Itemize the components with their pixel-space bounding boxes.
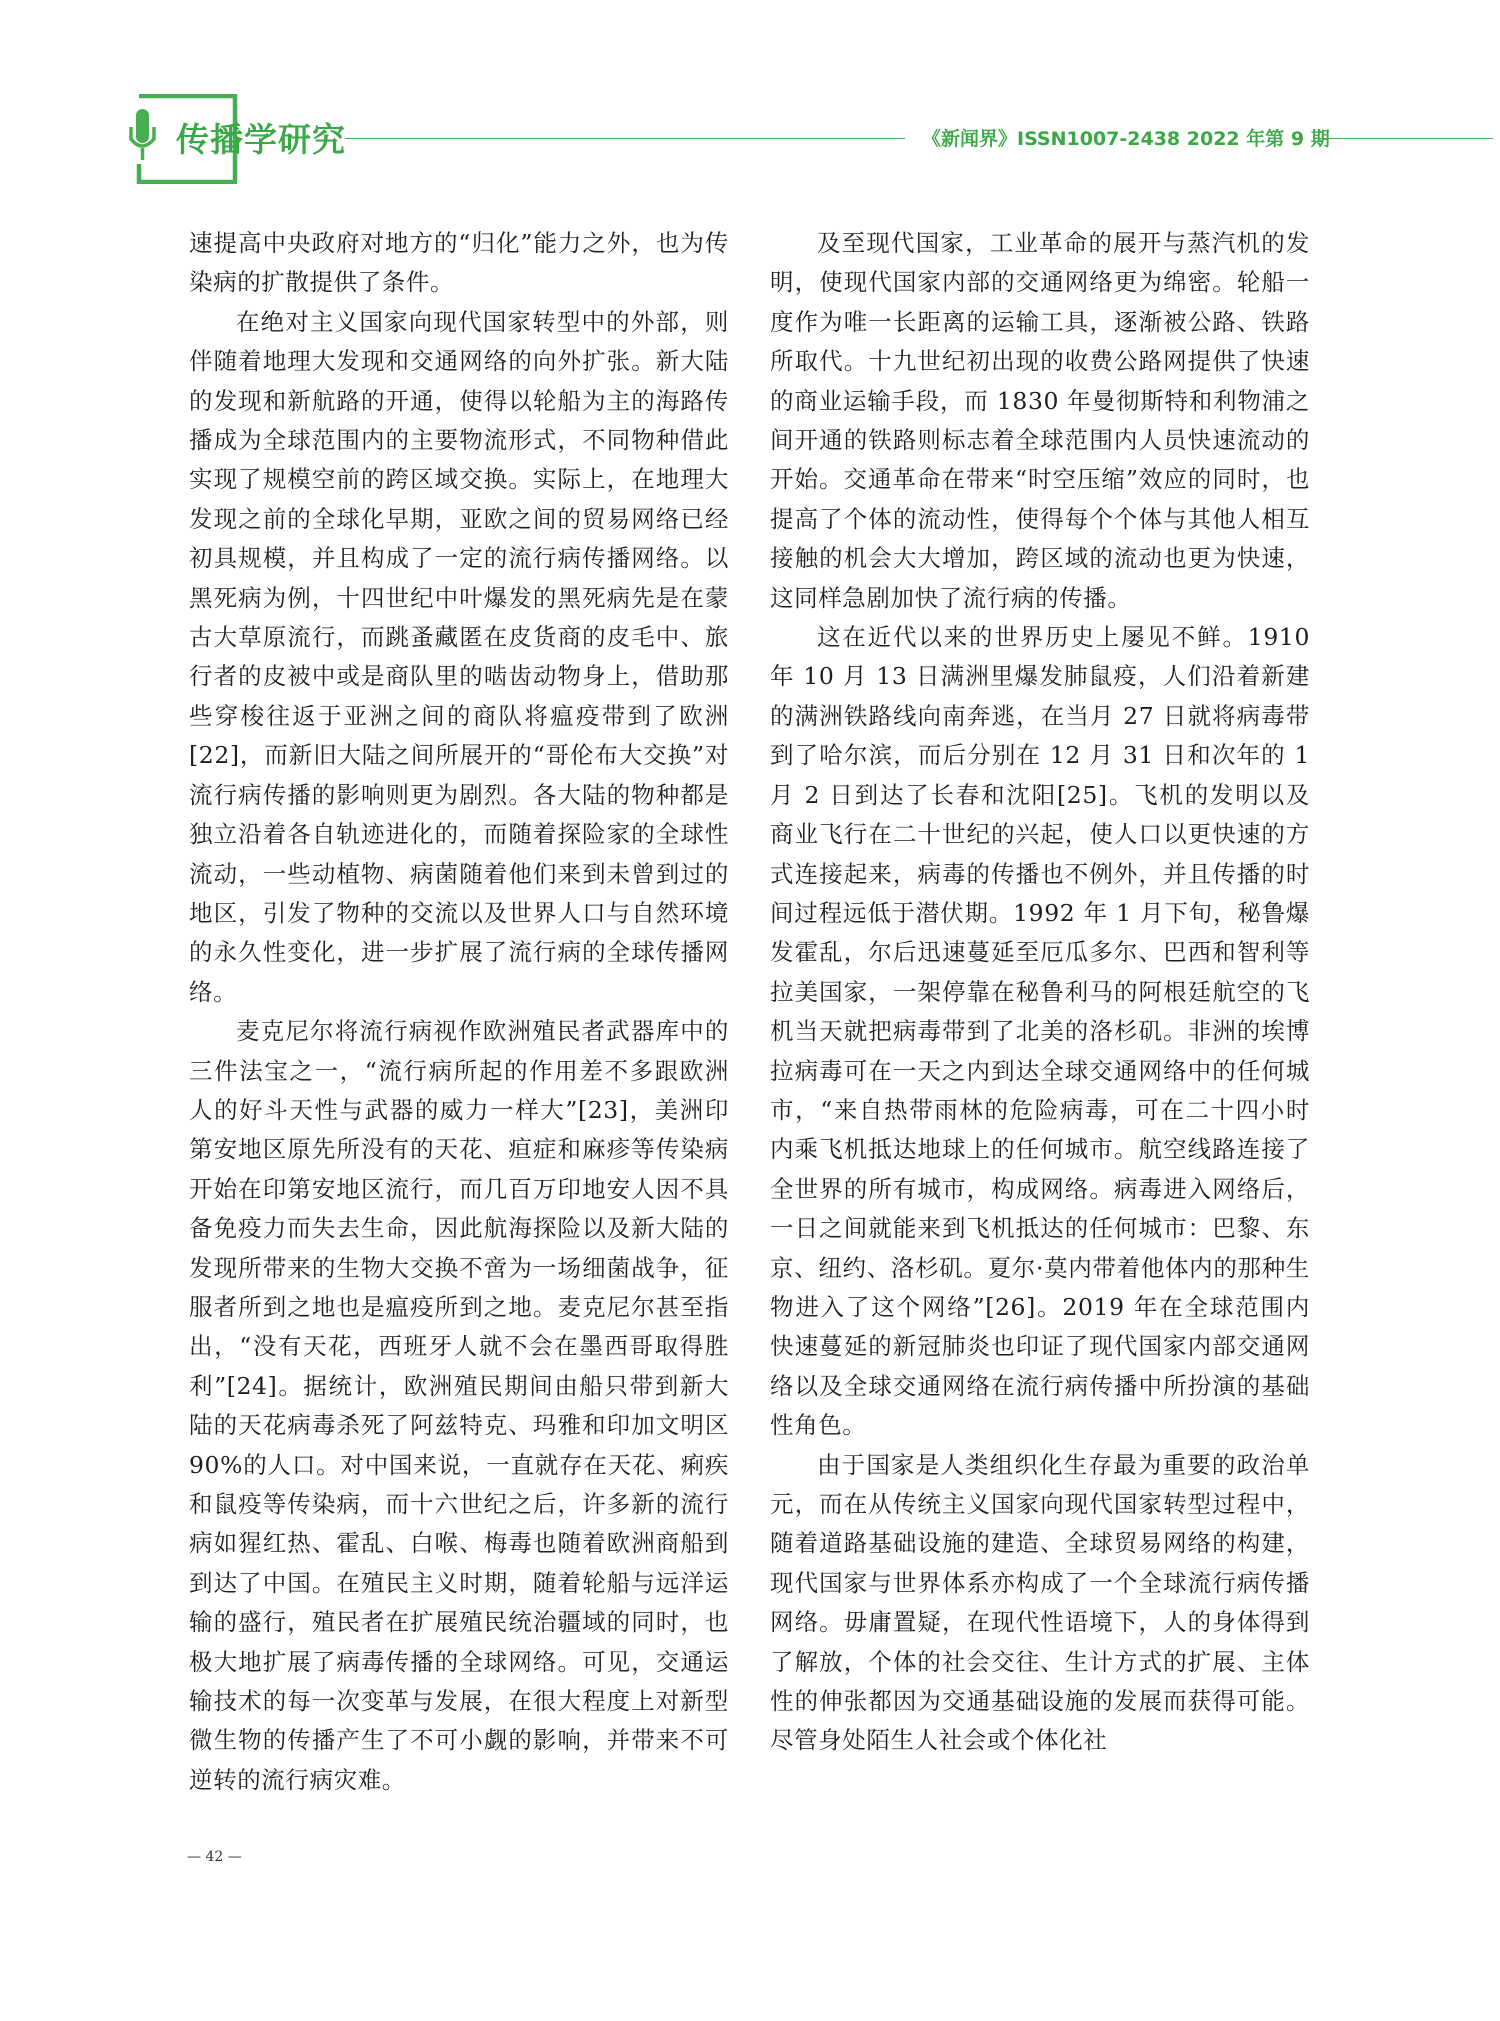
paragraph: 及至现代国家，工业革命的展开与蒸汽机的发明，使现代国家内部的交通网络更为绵密。轮船一度作为唯一长距离的运输工具，逐渐被公路、铁路所取代。十九世纪初出现的收费公路网提供了快速的商业运输手段，而 1830 年曼彻斯特和利物浦之间开通的铁路则标志着全球范围内人员快速流动的开始。交通革命在带来“时空压缩”效应的同时，也提高了个体的流动性，使得每个个体与其他人相互接触的机会大大增加，跨区域的流动也更为快速，这同样急剧加快了流行病的传播。 xyxy=(770,229,1310,612)
header-rule-left xyxy=(345,138,905,139)
page-number: — 42 — xyxy=(187,1849,242,1865)
section-title: 传播学研究 xyxy=(176,120,346,159)
header-rule-right xyxy=(1313,138,1493,139)
left-column xyxy=(189,224,729,1800)
paragraph: 速提高中央政府对地方的“归化”能力之外，也为传染病的扩散提供了条件。 xyxy=(189,229,729,297)
paragraph: 麦克尼尔将流行病视作欧洲殖民者武器库中的三件法宝之一，“流行病所起的作用差不多跟欧洲人的好斗天性与武器的威力一样大”[23]，美洲印第安地区原先所没有的天花、疸症和麻疹等传染病开始在印第安地区流行，而几百万印地安人因不具备免疫力而失去生命，因此航海探险以及新大陆的发现所带来的生物大交换不啻为一场细菌战争，征服者所到之地也是瘟疫所到之地。麦克尼尔甚至指出，“没有天花，西班牙人就不会在墨西哥取得胜利”[24]。据统计，欧洲殖民期间由船只带到新大陆的天花病毒杀死了阿兹特克、玛雅和印加文明区 90%的人口。对中国来说，一直就存在天花、痢疾和鼠疫等传染病，而十六世纪之后，许多新的流行病如猩红热、霍乱、白喉、梅毒也随着欧洲商船到到达了中国。在殖民主义时期，随着轮船与远洋运输的盛行，殖民者在扩展殖民统治疆域的同时，也极大地扩展了病毒传播的全球网络。可见，交通运输技术的每一次变革与发展，在很大程度上对新型微生物的传播产生了不可小觑的影响，并带来不可逆转的流行病灾难。 xyxy=(189,1017,729,1794)
right-column xyxy=(770,224,1310,1761)
journal-info: 《新闻界》ISSN1007-2438 2022 年第 9 期 xyxy=(922,128,1330,150)
paragraph: 这在近代以来的世界历史上屡见不鲜。1910 年 10 月 13 日满洲里爆发肺鼠疫，人们沿着新建的满洲铁路线向南奔逃，在当月 27 日就将病毒带到了哈尔滨，而后分别在 12 月 31 日和次年的 1 月 2 日到达了长春和沈阳[25]。飞机的发明以及商业飞行在二十世纪的兴起，使人口以更快速的方式连接起来，病毒的传播也不例外，并且传播的时间过程远低于潜伏期。1992 年 1 月下旬，秘鲁爆发霍乱，尔后迅速蔓延至厄瓜多尔、巴西和智利等拉美国家，一架停靠在秘鲁利马的阿根廷航空的飞机当天就把病毒带到了北美的洛杉矶。非洲的埃博拉病毒可在一天之内到达全球交通网络中的任何城市，“来自热带雨林的危险病毒，可在二十四小时内乘飞机抵达地球上的任何城市。航空线路连接了全世界的所有城市，构成网络。病毒进入网络后，一日之间就能来到飞机抵达的任何城市：巴黎、东京、纽约、洛杉矶。夏尔·莫内带着他体内的那种生物进入了这个网络”[26]。2019 年在全球范围内快速蔓延的新冠肺炎也印证了现代国家内部交通网络以及全球交通网络在流行病传播中所扮演的基础性角色。 xyxy=(770,623,1310,1440)
paragraph: 由于国家是人类组织化生存最为重要的政治单元，而在从传统主义国家向现代国家转型过程中，随着道路基础设施的建造、全球贸易网络的构建，现代国家与世界体系亦构成了一个全球流行病传播网络。毋庸置疑，在现代性语境下，人的身体得到了解放，个体的社会交往、生计方式的扩展、主体性的伸张都因为交通基础设施的发展而获得可能。尽管身处陌生人社会或个体化社 xyxy=(770,1450,1310,1755)
paragraph: 在绝对主义国家向现代国家转型中的外部，则伴随着地理大发现和交通网络的向外扩张。新大陆的发现和新航路的开通，使得以轮船为主的海路传播成为全球范围内的主要物流形式，不同物种借此实现了规模空前的跨区域交换。实际上，在地理大发现之前的全球化早期，亚欧之间的贸易网络已经初具规模，并且构成了一定的流行病传播网络。以黑死病为例，十四世纪中叶爆发的黑死病先是在蒙古大草原流行，而跳蚤藏匿在皮货商的皮毛中、旅行者的皮被中或是商队里的啮齿动物身上，借助那些穿梭往返于亚洲之间的商队将瘟疫带到了欧洲[22]，而新旧大陆之间所展开的“哥伦布大交换”对流行病传播的影响则更为剧烈。各大陆的物种都是独立沿着各自轨迹进化的，而随着探险家的全球性流动，一些动植物、病菌随着他们来到未曾到过的地区，引发了物种的交流以及世界人口与自然环境的永久性变化，进一步扩展了流行病的全球传播网络。 xyxy=(189,307,729,1006)
